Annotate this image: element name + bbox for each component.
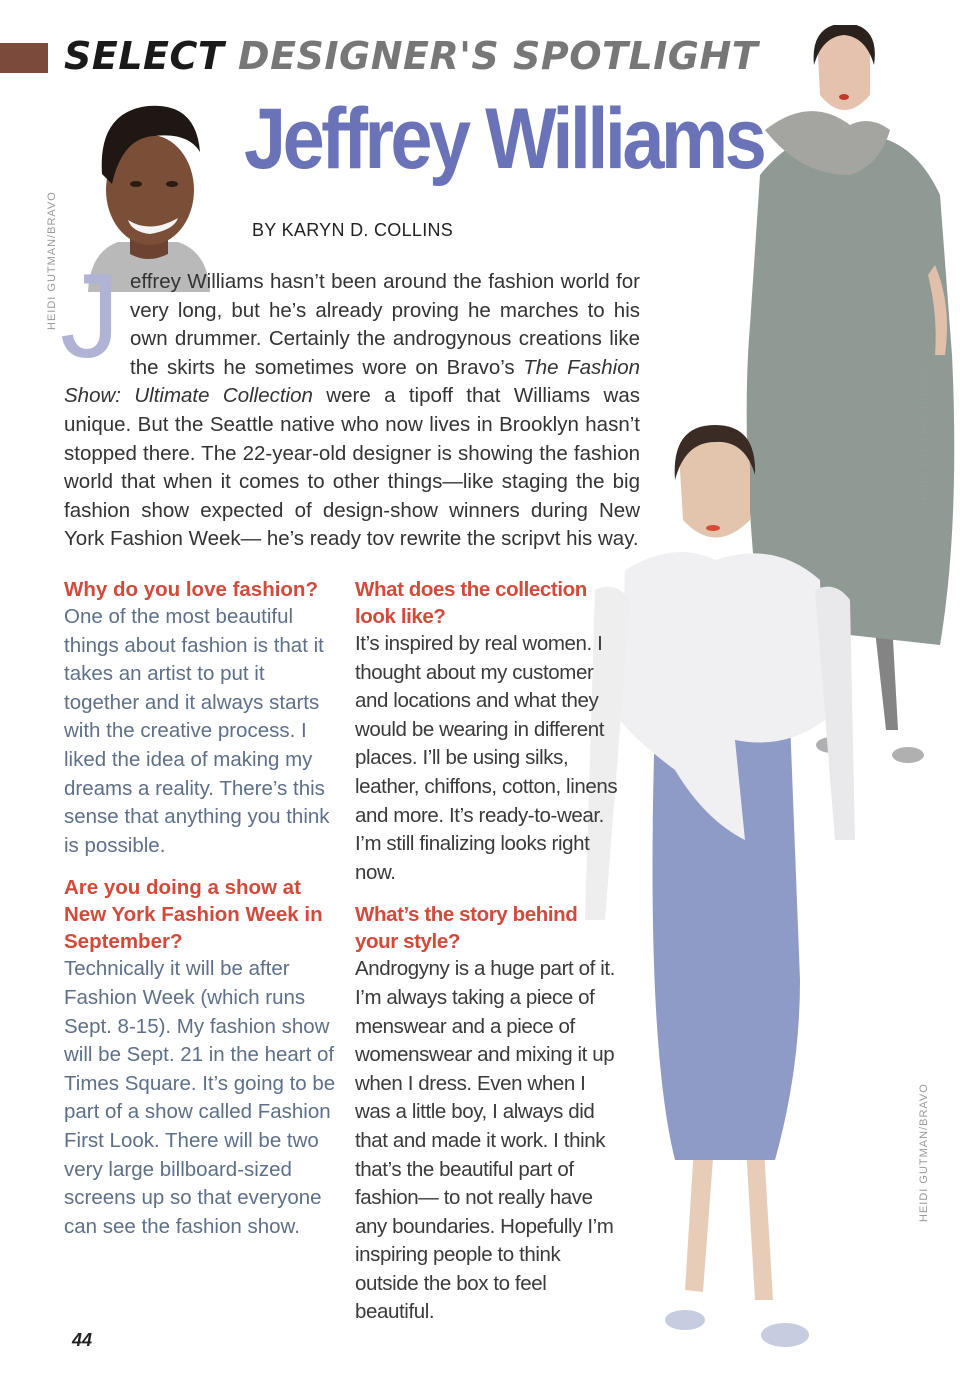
article-title: Jeffrey Williams (244, 91, 764, 187)
byline: BY KARYN D. COLLINS (252, 220, 454, 240)
answer-text: It’s inspired by real women. I thought about my customer and locations and what they would be wearing in different places. I’ll be using silks, leather, chiffons, cotton, linens and more. It’s ready-to-wear. I’m still finalizing looks right now. (355, 632, 618, 884)
section-label (64, 34, 758, 78)
question-heading: What does the collection look like? (355, 578, 587, 628)
answer-text: Androgyny is a huge part of it. I’m always taking a piece of menswear and a piece of womenswear and mixing it up when I dress. Even when I was a little boy, I always did that and made it work. I think that’s the beautiful part of fashion— to not really have any boundaries. Hopefully I’m inspiring people to think outside the box to feel beautiful. (355, 957, 615, 1324)
question-heading: Why do you love fashion? (64, 578, 318, 601)
qa-column-left (64, 576, 344, 1241)
intro-text-before: effrey Williams hasn’t been around the fashion world for very long, but he’s already proving he marches to his own drummer. Certainly the androgynous creations like the skirts he sometimes wore on Bravo’s (130, 270, 640, 379)
photo-wrap-space (640, 408, 712, 558)
runway-photo-1-credit: HEIDI GUTMAN/BRAVO (918, 366, 930, 505)
show-title: The Fashion Show: Ultimate Collection (64, 355, 640, 408)
qa-column-right (355, 576, 620, 1327)
section-color-bar (0, 43, 48, 73)
portrait-photo-credit: HEIDI GUTMAN/BRAVO (46, 191, 58, 330)
drop-cap: J (60, 249, 120, 383)
intro-text-after: were a tipoff that Williams was unique. But the Seattle native who now lives in Brooklyn hasn’t stopped there. The 22-year-old designer is showing the fashion world that when it comes to other things—like staging the big fashion show expected of design-show winners during New York Fashion Week— he’s ready tov rewrite the scripvt his way. (64, 384, 640, 551)
answer-text: Technically it will be after Fashion Week (which runs Sept. 8-15). My fashion show will be Sept. 21 in the heart of Times Square. It’s going to be part of a show called Fashion First Look. There will be two very large billboard-sized screens up so that everyone can see the fashion show. (64, 957, 336, 1238)
question-heading: What’s the story behind your style? (355, 903, 578, 954)
intro-paragraph (60, 249, 712, 558)
page-number: 44 (72, 1330, 93, 1350)
runway-photo-2-credit: HEIDI GUTMAN/BRAVO (918, 1083, 930, 1222)
section-label-select: SELECT (64, 34, 225, 78)
question-heading: Are you doing a show at New York Fashion Week in September? (64, 876, 323, 954)
runway-model-photo-blue-skirt (585, 420, 870, 1380)
section-label-spotlight: DESIGNER'S SPOTLIGHT (238, 34, 759, 78)
answer-text: One of the most beautiful things about fashion is that it takes an artist to put it together and it always starts with the creative process. I liked the idea of making my dreams a reality. There’s this sense that anything you think is possible. (64, 605, 330, 857)
